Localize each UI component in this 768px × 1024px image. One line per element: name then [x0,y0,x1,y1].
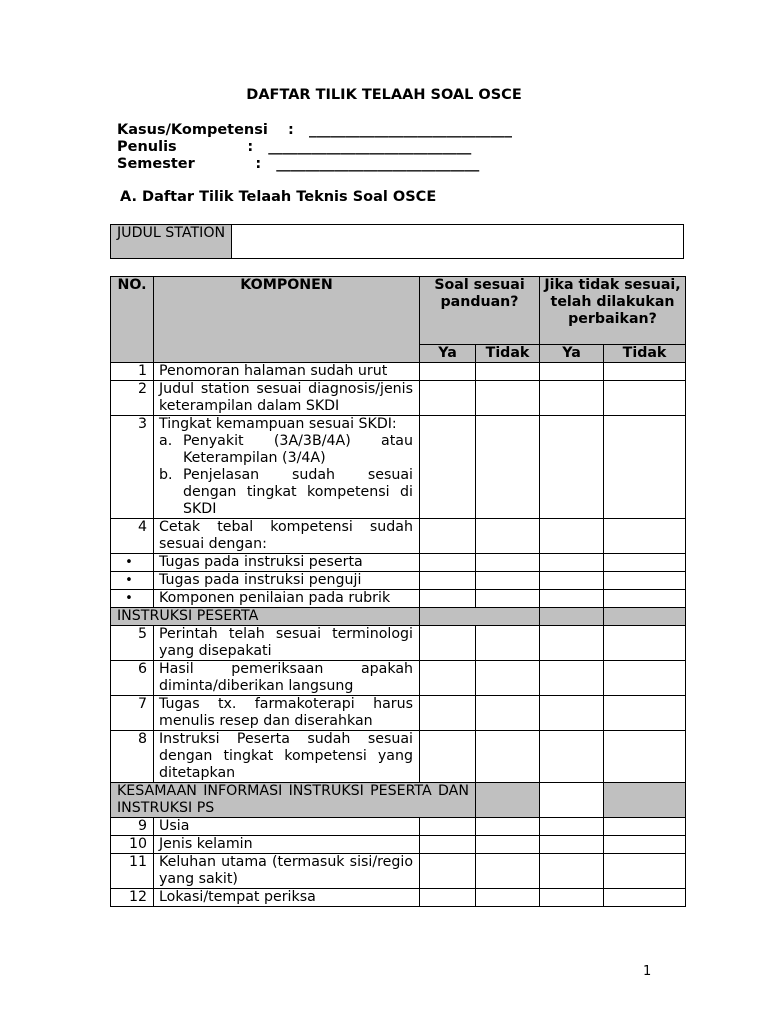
check-cell[interactable] [604,854,686,889]
row-number: 7 [111,696,154,731]
check-cell[interactable] [604,519,686,554]
section-band-instruksi-peserta: INSTRUKSI PESERTA [111,608,420,626]
check-cell[interactable] [420,661,476,696]
subheader-ya-1: Ya [420,345,476,363]
check-cell[interactable] [604,696,686,731]
row-number: 5 [111,626,154,661]
section-band-kesamaan-informasi: KESAMAAN INFORMASI INSTRUKSI PESERTA DAN INSTRUKSI PS [111,783,476,818]
header-soal-sesuai: Soal sesuai panduan? [420,277,540,345]
check-cell[interactable] [604,572,686,590]
row-text: Keluhan utama (termasuk sisi/regio yang sakit) [154,854,420,889]
band-filler [476,783,540,818]
row-text: Lokasi/tempat periksa [154,889,420,907]
row-number: 8 [111,731,154,783]
row-text: Usia [154,818,420,836]
judul-station-table [110,224,684,259]
check-cell[interactable] [604,818,686,836]
check-cell[interactable] [604,381,686,416]
meta-kasus-kompetensi: Kasus/Kompetensi : ____________________________ [117,122,512,138]
check-cell[interactable] [420,889,476,907]
check-cell[interactable] [476,836,540,854]
row-text: Cetak tebal kompetensi sudah sesuai dengan: [154,519,420,554]
band-filler [604,608,686,626]
check-cell[interactable] [540,889,604,907]
meta-semester: Semester : ____________________________ [117,156,480,172]
row-text: Tugas tx. farmakoterapi harus menulis resep dan diserahkan [154,696,420,731]
checklist-table [110,276,686,907]
row-text: Tugas pada instruksi peserta [154,554,420,572]
meta-penulis: Penulis : ____________________________ [117,139,472,155]
check-cell[interactable] [604,590,686,608]
check-cell[interactable] [476,381,540,416]
check-cell[interactable] [540,363,604,381]
check-cell[interactable] [540,626,604,661]
row-number: 10 [111,836,154,854]
check-cell[interactable] [540,590,604,608]
check-cell[interactable] [540,731,604,783]
check-cell[interactable] [604,731,686,783]
row-3-item-a [159,433,413,467]
band-filler [604,783,686,818]
check-cell[interactable] [540,854,604,889]
check-cell[interactable] [540,661,604,696]
list-marker: b. [159,467,173,483]
check-cell[interactable] [476,519,540,554]
row-text: Perintah telah sesuai terminologi yang disepakati [154,626,420,661]
check-cell[interactable] [476,554,540,572]
bullet: • [111,554,154,572]
header-komponen: KOMPONEN [154,277,420,363]
check-cell[interactable] [420,416,476,519]
check-cell[interactable] [476,626,540,661]
row-text [154,416,420,519]
check-cell[interactable] [540,572,604,590]
band-filler [540,608,604,626]
check-cell[interactable] [420,696,476,731]
check-cell[interactable] [540,696,604,731]
page-number: 1 [643,964,652,979]
check-cell[interactable] [476,731,540,783]
check-cell[interactable] [604,836,686,854]
row-number: 4 [111,519,154,554]
check-cell[interactable] [420,590,476,608]
check-cell[interactable] [420,854,476,889]
check-cell[interactable] [420,554,476,572]
row-3-intro: Tingkat kemampuan sesuai SKDI: [159,416,397,432]
check-cell[interactable] [540,416,604,519]
document-title: DAFTAR TILIK TELAAH SOAL OSCE [246,87,522,103]
header-jika-tidak: Jika tidak sesuai, telah dilakukan perbaikan? [540,277,686,345]
band-filler [540,783,604,818]
check-cell[interactable] [420,626,476,661]
check-cell[interactable] [476,572,540,590]
row-text: Instruksi Peserta sudah sesuai dengan tingkat kompetensi yang ditetapkan [154,731,420,783]
check-cell[interactable] [476,416,540,519]
subheader-tidak-2: Tidak [604,345,686,363]
bullet: • [111,590,154,608]
row-number: 6 [111,661,154,696]
judul-station-label: JUDUL STATION [111,225,232,259]
check-cell[interactable] [540,818,604,836]
bullet: • [111,572,154,590]
section-a-heading: A. Daftar Tilik Telaah Teknis Soal OSCE [120,189,437,205]
band-filler [420,608,540,626]
check-cell[interactable] [420,572,476,590]
check-cell[interactable] [604,363,686,381]
check-cell[interactable] [476,661,540,696]
row-number: 11 [111,854,154,889]
check-cell[interactable] [540,381,604,416]
check-cell[interactable] [476,854,540,889]
judul-station-value[interactable] [232,225,684,259]
subheader-ya-2: Ya [540,345,604,363]
row-number: 9 [111,818,154,836]
row-text: Hasil pemeriksaan apakah diminta/diberikan langsung [154,661,420,696]
check-cell[interactable] [420,731,476,783]
row-text: Penomoran halaman sudah urut [154,363,420,381]
row-text: Tugas pada instruksi penguji [154,572,420,590]
row-number: 1 [111,363,154,381]
list-marker: a. [159,433,173,449]
row-number: 3 [111,416,154,519]
check-cell[interactable] [476,590,540,608]
check-cell[interactable] [420,381,476,416]
check-cell[interactable] [476,363,540,381]
header-no: NO. [111,277,154,363]
row-text: Komponen penilaian pada rubrik [154,590,420,608]
row-text: Judul station sesuai diagnosis/jenis keterampilan dalam SKDI [154,381,420,416]
row-text: Jenis kelamin [154,836,420,854]
subheader-tidak-1: Tidak [476,345,540,363]
check-cell[interactable] [604,661,686,696]
list-item-text: Penyakit (3A/3B/4A) atau Keterampilan (3/4A) [183,433,413,466]
check-cell[interactable] [420,818,476,836]
list-item-text: Penjelasan sudah sesuai dengan tingkat kompetensi di SKDI [183,467,413,517]
check-cell[interactable] [476,889,540,907]
check-cell[interactable] [420,363,476,381]
check-cell[interactable] [420,519,476,554]
row-number: 12 [111,889,154,907]
check-cell[interactable] [540,519,604,554]
check-cell[interactable] [540,554,604,572]
check-cell[interactable] [604,626,686,661]
check-cell[interactable] [604,889,686,907]
row-3-item-b [159,467,413,518]
check-cell[interactable] [540,836,604,854]
row-number: 2 [111,381,154,416]
check-cell[interactable] [476,818,540,836]
check-cell[interactable] [420,836,476,854]
check-cell[interactable] [604,554,686,572]
check-cell[interactable] [604,416,686,519]
check-cell[interactable] [476,696,540,731]
